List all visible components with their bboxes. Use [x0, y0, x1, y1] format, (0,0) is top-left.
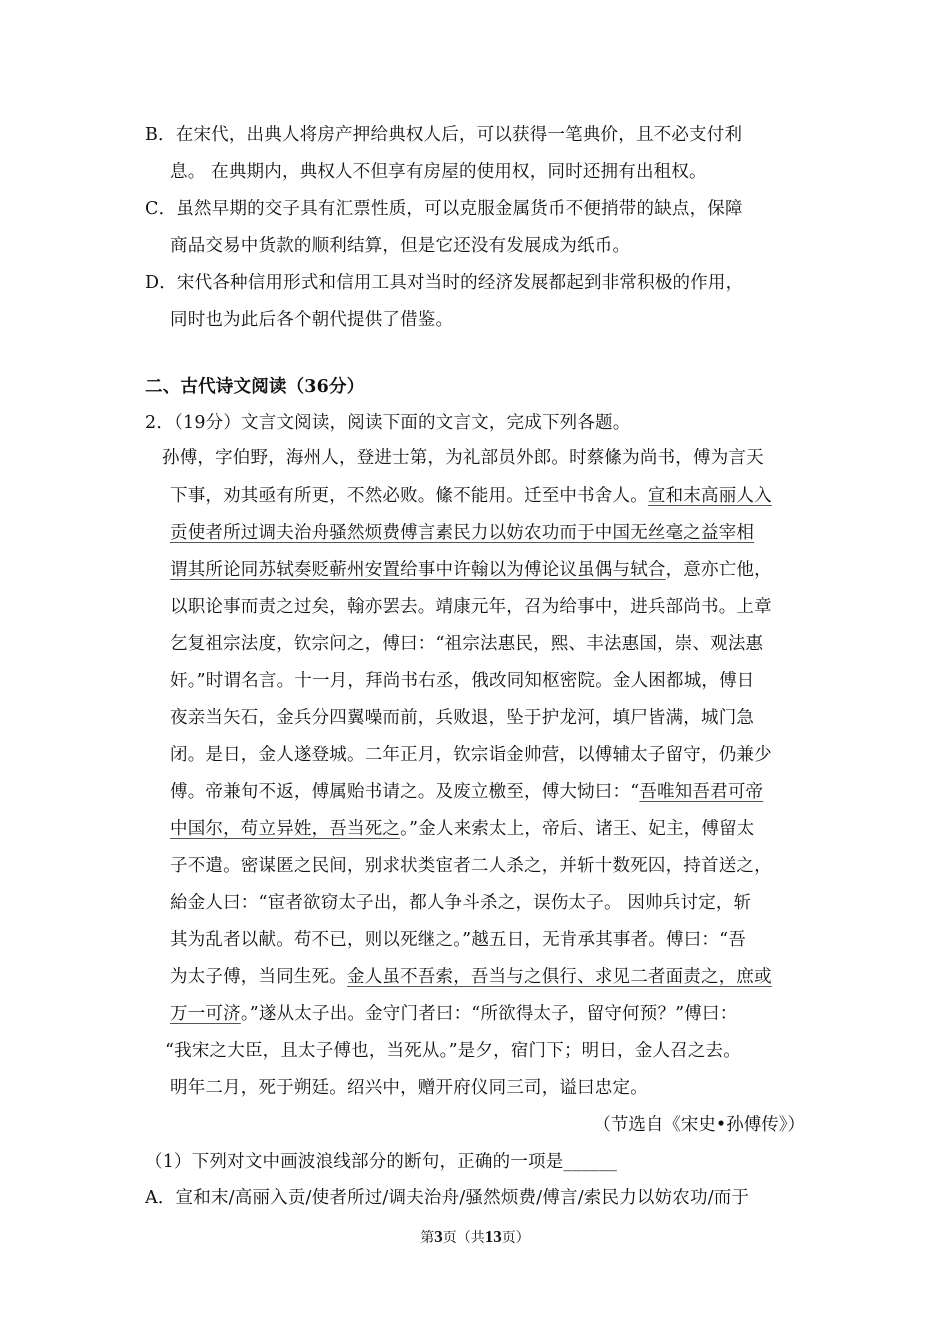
passage-line	[170, 1002, 737, 1026]
passage-line: 以职论事而责之过矣，翰亦罢去。靖康元年，召为给事中，进兵部尚书。上章	[170, 597, 772, 617]
passage-line: 夜亲当矢石，金兵分四翼噪而前，兵败退，坠于护龙河，填尸皆满，城门急	[170, 708, 755, 728]
passage-line: 紿金人曰：“宦者欲窃太子出，都人争斗杀之，误伤太子。 因帅兵讨定，斩	[170, 893, 752, 913]
footer-text: 页）	[501, 1230, 530, 1246]
passage-text: ，意亦亡他，	[665, 560, 772, 580]
passage-source: （节选自《宋史•孙傅传》）	[593, 1115, 805, 1135]
passage-line	[170, 965, 772, 989]
page-footer	[0, 1227, 950, 1248]
underlined-text: 吾唯知吾君可帝	[639, 782, 764, 802]
passage-text: 。”金人来索太上，帝后、诸王、妃主，傅留太	[400, 819, 755, 839]
passage-line	[170, 484, 772, 508]
option-b-line1: B．在宋代，出典人将房产押给典权人后，可以获得一笔典价，且不必支付利	[145, 125, 743, 145]
passage-line: 其为乱者以献。苟不已，则以死继之。”越五日，无肯承其事者。傅曰：“吾	[170, 930, 746, 950]
underlined-text: 万一可济	[170, 1004, 241, 1024]
wavy-underlined-text: 谓其所论同苏轼奏贬蕲州安置给事中许翰以为傅论议虽偶与轼合	[170, 560, 666, 580]
passage-text: 为太子傅，当同生死。	[170, 967, 347, 987]
passage-line	[170, 780, 763, 804]
passage-line: 奸。”时谓名言。十一月，拜尚书右丞，俄改同知枢密院。金人困都城，傅日	[170, 671, 755, 691]
passage-text: 。”遂从太子出。金守门者曰：“所欲得太子，留守何预？”傅曰：	[240, 1004, 738, 1024]
section-title: 二、古代诗文阅读（36分）	[145, 377, 365, 397]
passage-text: 下事，劝其亟有所更，不然必败。絛不能用。迁至中书舍人。	[170, 486, 648, 506]
wavy-underlined-text: 宣和末高丽人入	[647, 486, 772, 506]
passage-line: 孙傅，字伯野，海州人，登进士第，为礼部员外郎。时蔡絛为尚书，傅为言天	[162, 448, 764, 468]
passage-line: 闭。是日，金人遂登城。二年正月，钦宗诣金帅营，以傅辅太子留守，仍兼少	[170, 745, 772, 765]
question-header: 2．（19分）文言文阅读，阅读下面的文言文，完成下列各题。	[145, 413, 631, 433]
passage-line: 子不遣。密谋匿之民间，别求状类宦者二人杀之，并斩十数死囚，持首送之，	[170, 856, 772, 876]
underlined-text: 中国尔，苟立异姓，吾当死之	[170, 819, 401, 839]
footer-text: 页（共	[442, 1230, 485, 1246]
underlined-text: 金人虽不吾索，吾当与之俱行、求见二者面责之，庶或	[347, 967, 772, 987]
passage-text: 傅。帝兼旬不返，傅属贻书请之。及废立檄至，傅大恸曰：“	[170, 782, 640, 802]
page-number: 3	[434, 1227, 443, 1246]
sub-question-1: （1）下列对文中画波浪线部分的断句，正确的一项是______	[145, 1152, 618, 1172]
option-c-line2: 商品交易中货款的顺利结算，但是它还没有发展成为纸币。	[170, 236, 631, 256]
option-c-line1: C．虽然早期的交子具有汇票性质，可以克服金属货币不便捎带的缺点，保障	[145, 199, 743, 219]
option-d-line2: 同时也为此后各个朝代提供了借鉴。	[170, 310, 454, 330]
passage-line	[170, 521, 754, 545]
option-b-line2: 息。 在典期内，典权人不但享有房屋的使用权，同时还拥有出租权。	[170, 162, 707, 182]
total-pages: 13	[484, 1227, 502, 1246]
passage-line: 乞复祖宗法度，钦宗问之，傅曰：“祖宗法惠民，熙、丰法惠国，崇、观法惠	[170, 634, 764, 654]
passage-line	[170, 558, 772, 582]
passage-line	[170, 817, 755, 841]
option-d-line1: D．宋代各种信用形式和信用工具对当时的经济发展都起到非常积极的作用，	[145, 273, 744, 293]
footer-text: 第	[420, 1230, 435, 1246]
passage-line: “我宋之大臣，且太子傅也，当死从。”是夕，宿门下；明日，金人召之去。	[165, 1041, 741, 1061]
wavy-underlined-text: 贡使者所过调夫治舟骚然烦费傅言素民力以妨农功而于中国无丝毫之益宰相	[170, 523, 755, 543]
option-a-line1: A．宣和末/高丽入贡/使者所过/调夫治舟/骚然烦费/傅言/索民力以妨农功/而于	[145, 1188, 750, 1208]
passage-line: 明年二月，死于朔廷。绍兴中，赠开府仪同三司，谥曰忠定。	[170, 1078, 648, 1098]
